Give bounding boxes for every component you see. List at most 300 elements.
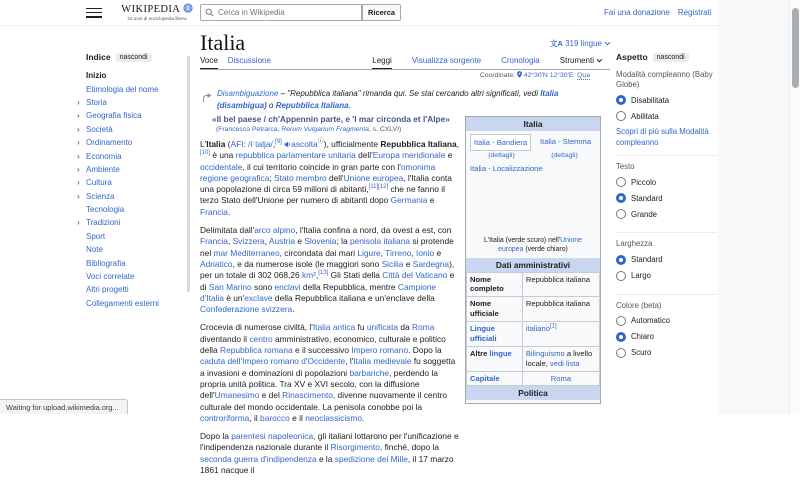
text-run: Dopo la	[200, 431, 232, 442]
inline-link[interactable]: enclavi	[274, 281, 301, 292]
inline-link[interactable]: /iˈtalja/	[248, 139, 273, 149]
reference-link[interactable]: [1]	[549, 323, 557, 330]
radio-icon[interactable]	[616, 177, 626, 187]
infobox-row	[467, 346, 600, 371]
appearance-section-larghezza	[616, 239, 717, 294]
inline-link[interactable]: occidentale	[200, 161, 243, 172]
inline-link[interactable]: spedizione dei Mille	[334, 453, 408, 464]
inline-link[interactable]: Rerum Vulgarium Fragmenta	[281, 126, 369, 133]
reference-link[interactable]: [9]	[275, 139, 282, 146]
inline-link[interactable]: centro	[249, 333, 273, 344]
sidebar-item-label[interactable]: Economia	[86, 151, 122, 161]
sidebar-item-collegamenti-esterni[interactable]	[86, 297, 186, 310]
infobox-section-politica: Politica	[466, 386, 600, 400]
inline-link[interactable]: Risorgimento	[330, 442, 380, 453]
infobox-row	[467, 371, 600, 386]
inline-link[interactable]: Austria	[268, 236, 295, 247]
expand-arrow-icon[interactable]: ›	[77, 111, 80, 121]
sidebar-item-voci-correlate[interactable]	[86, 270, 186, 283]
infobox-row	[467, 322, 600, 347]
radio-label: Chiaro	[631, 332, 654, 342]
sidebar-item-tradizioni[interactable]	[77, 216, 186, 229]
text-run: e	[445, 150, 453, 161]
inline-link[interactable]: Capitale	[470, 373, 500, 383]
radio-option-disabilitata[interactable]	[616, 95, 717, 105]
location-pin-icon	[517, 71, 522, 78]
browser-status-tooltip	[0, 399, 128, 414]
coordinates-value-link[interactable]: 42°30′N 12°30′E	[523, 72, 574, 79]
logo-wordmark: WIKIPEDIA	[121, 4, 180, 15]
text-run: ,	[411, 247, 417, 258]
inline-link[interactable]: Confederazione svizzera	[200, 304, 293, 315]
reference-link[interactable]: [13]	[318, 270, 329, 277]
paragraph-4	[200, 431, 462, 476]
page-title: Italia	[200, 30, 246, 55]
coat-alt-link[interactable]: Italia - Stemma	[539, 137, 592, 146]
inline-link[interactable]: Adriatico	[200, 258, 233, 269]
map-alt-link[interactable]: Italia - Localizzazione	[470, 164, 543, 173]
inline-link[interactable]: Campione d'Italia	[200, 281, 437, 303]
infobox-row-value	[522, 272, 599, 297]
text-run: Crocevia di numerose civiltà, l'	[200, 322, 313, 333]
radio-option-automatico[interactable]	[616, 316, 717, 326]
text-run: , il 17 marzo 1861 nacque il	[200, 453, 454, 476]
section-label: Testo	[616, 162, 635, 172]
inline-link[interactable]: Svizzera	[232, 236, 265, 247]
text-run: Altre	[470, 348, 490, 358]
country-infobox	[465, 116, 601, 404]
inline-link[interactable]: Umanesimo	[214, 390, 260, 401]
sidebar-item-label[interactable]: Sport	[86, 231, 106, 241]
expand-arrow-icon[interactable]: ›	[77, 97, 80, 107]
quote-text: «Il bel paese / ch'Appennin parte, e 'l mar circonda et l'Alpe»	[212, 114, 450, 124]
sidebar-item-label[interactable]: Geografia fisica	[86, 111, 142, 121]
text-run: , il cui territorio coincide in gran parte con l'	[242, 161, 401, 172]
inline-link[interactable]: Repubblica Italiana	[275, 100, 349, 110]
radio-option-largo[interactable]	[616, 271, 717, 281]
inline-link[interactable]: unificata	[366, 322, 399, 333]
paragraph-3	[200, 322, 462, 424]
text-run: è una	[210, 150, 236, 161]
inline-link[interactable]: Bilinguismo	[525, 348, 565, 358]
search-icon	[205, 8, 214, 17]
hamburger-menu-icon[interactable]	[86, 5, 102, 19]
text-run: fu soggetta a invasioni e dominazioni di popolazioni	[200, 356, 456, 378]
reference-sup	[200, 151, 210, 157]
inline-link[interactable]: AFI	[230, 139, 244, 149]
text-run: Repubblica Italiana	[380, 139, 457, 149]
inline-link[interactable]: barbariche	[349, 367, 390, 378]
appearance-title: Aspetto	[616, 52, 648, 62]
text-run: e	[403, 258, 413, 269]
radio-icon[interactable]	[616, 316, 626, 326]
text-run: ;	[269, 172, 275, 183]
text-run: L'Italia (verde scuro) nell'	[483, 237, 561, 244]
expand-arrow-icon[interactable]: ›	[77, 178, 80, 188]
inline-link[interactable]: controriforma	[200, 412, 250, 423]
text-run: ,	[264, 236, 269, 247]
inline-link[interactable]: Città del Vaticano	[382, 270, 448, 281]
sidebar-item-label[interactable]: Voci correlate	[86, 272, 135, 282]
text-run: a livello locale,	[525, 348, 593, 368]
infobox-row-value	[522, 346, 599, 371]
text-run: ), per un totale di 302 068,26	[200, 258, 455, 281]
infobox-row	[467, 272, 600, 297]
sidebar-item-etimologia-del-nome[interactable]	[86, 82, 186, 95]
inline-link[interactable]: seconda guerra d'indipendenza	[200, 453, 317, 464]
text-run: o	[266, 100, 276, 110]
inline-link[interactable]: arco alpino	[254, 225, 296, 236]
infobox-row-label	[467, 346, 523, 371]
text-run: :	[243, 139, 249, 149]
infobox-title: Italia	[466, 117, 600, 131]
inline-link[interactable]: Italia medievale	[353, 356, 412, 367]
inline-link[interactable]: italiano	[525, 324, 550, 334]
inline-link[interactable]: ascolta	[291, 139, 318, 149]
coordinates-label: Coordinate:	[479, 72, 516, 79]
text-run: è un'	[223, 292, 245, 303]
browser-scrollbar[interactable]	[789, 0, 800, 414]
infobox-row-value	[522, 297, 599, 322]
radio-icon[interactable]	[616, 348, 626, 358]
personal-link-registrati[interactable]: Registrati	[677, 8, 712, 17]
text-run: (	[216, 126, 219, 133]
infobox-row-label	[467, 371, 523, 386]
article-body	[200, 139, 462, 483]
radio-option-standard[interactable]	[616, 255, 717, 265]
info-sup: ⓘ	[317, 139, 324, 146]
sidebar-item-label[interactable]: Etimologia del nome	[86, 84, 159, 94]
infobox-row-label	[467, 297, 523, 322]
text-run: , circondata dai mari	[279, 247, 358, 258]
sidebar-item-economia[interactable]	[77, 149, 186, 162]
text-run: , divenne nuovamente il centro culturale del mondo occidentale. La penisola conobbe poi la	[200, 390, 447, 412]
tools-menu-button[interactable]: Strumenti	[560, 56, 600, 69]
inline-link[interactable]: parentesi napoleonica	[231, 431, 314, 442]
sidebar-item-sport[interactable]	[86, 230, 186, 243]
sidebar-item-label: Inizio	[86, 71, 107, 81]
toc-title: Indice	[86, 52, 111, 62]
text-run: della Repubblica, mentre	[300, 281, 398, 292]
text-run: e di	[200, 270, 455, 292]
radio-selected-icon[interactable]	[616, 332, 626, 342]
disambiguation-icon	[202, 93, 212, 103]
text-run: ,	[227, 236, 233, 247]
text-run: (verde chiaro)	[523, 246, 568, 254]
sidebar-item-label[interactable]: Bibliografia	[86, 258, 126, 268]
text-run: ,	[380, 247, 386, 258]
inline-link[interactable]: Unione europea	[498, 237, 582, 254]
text-run: ; la	[336, 236, 350, 247]
inline-link[interactable]: Lingue ufficiali	[470, 324, 497, 343]
expand-arrow-icon[interactable]: ›	[77, 191, 80, 201]
article-tabbar	[200, 56, 610, 70]
search-button[interactable]: Ricerca	[362, 4, 401, 21]
text-run: – "Repubblica italiana" rimanda qui. Se stai cercando altri significati, vedi	[278, 89, 541, 98]
map-image-placeholder[interactable]	[466, 161, 600, 235]
sidebar-item-label[interactable]: Società	[86, 124, 113, 134]
sidebar-item-ordinamento[interactable]	[77, 136, 186, 149]
personal-link-fai-una-donazione[interactable]: Fai una donazione	[604, 8, 670, 17]
radio-selected-icon[interactable]	[616, 193, 626, 203]
inline-link[interactable]: Disambiguazione	[217, 89, 279, 98]
flag-image-placeholder[interactable]	[470, 134, 531, 151]
inline-link[interactable]: Impero romano	[351, 345, 409, 356]
radio-label: Scuro	[631, 348, 652, 358]
appearance-section-modalit-compleanno-baby-globe-	[616, 70, 717, 156]
text-run: . Dopo la	[408, 345, 442, 356]
radio-option-grande[interactable]	[616, 209, 717, 219]
reference-link[interactable]: [11][12]	[368, 184, 389, 191]
tab-visualizza-sorgente[interactable]: Visualizza sorgente	[411, 56, 482, 65]
radio-selected-icon[interactable]	[616, 255, 626, 265]
text-run: che ne fanno il terzo Stato dell'Unione per numero di abitanti dopo	[200, 184, 445, 206]
inline-link[interactable]: Stato membro	[274, 172, 327, 183]
radio-label: Automatico	[631, 316, 671, 326]
text-run: fu	[355, 322, 367, 333]
text-run: ), ufficialmente	[323, 139, 381, 149]
expand-arrow-icon[interactable]: ›	[77, 164, 80, 174]
inline-link[interactable]: penisola italiana	[349, 236, 411, 247]
text-run: e il	[289, 412, 306, 423]
text-run: (	[225, 139, 231, 149]
wikipedia-logo[interactable]	[112, 3, 202, 21]
radio-label: Abilitata	[631, 111, 659, 121]
radio-label: Largo	[631, 271, 651, 281]
inline-link[interactable]: Italia antica	[312, 322, 356, 333]
inline-link[interactable]: repubblica parlamentare unitaria	[235, 150, 356, 161]
text-run: amministrativo, economico, culturale e politico della	[200, 333, 446, 356]
radio-label: Disabilitata	[631, 95, 670, 105]
paragraph-1	[200, 139, 462, 218]
sidebar-item-label[interactable]: Ordinamento	[86, 138, 133, 148]
tab-discussione[interactable]: Discussione	[227, 56, 271, 65]
inline-link[interactable]: Roma	[412, 322, 435, 333]
radio-label: Standard	[631, 255, 663, 265]
inline-link[interactable]: omonima regione geografica	[200, 161, 436, 183]
language-icon: 文A	[549, 39, 563, 48]
coordinates-line	[200, 71, 590, 79]
section-label: Colore (beta)	[616, 300, 662, 310]
radio-option-chiaro[interactable]	[616, 332, 717, 342]
puzzle-globe-icon	[183, 3, 193, 13]
section-label: Modalità compleanno (Baby Globe)	[616, 70, 713, 90]
inline-link[interactable]: Repubblica romana	[220, 345, 293, 356]
sidebar-item-storia[interactable]	[77, 96, 186, 109]
radio-option-abilitata[interactable]	[616, 111, 717, 121]
flag-alt-link[interactable]: Italia - Bandiera	[473, 138, 528, 147]
inline-link[interactable]: Sicilia	[381, 258, 404, 269]
text-run: Nome ufficiale	[470, 299, 499, 319]
radio-option-piccolo[interactable]	[616, 177, 717, 187]
radio-icon[interactable]	[616, 111, 626, 121]
radio-selected-icon[interactable]	[616, 95, 626, 105]
infobox-row-value	[522, 322, 599, 347]
disambiguation-note	[202, 88, 570, 111]
inline-link[interactable]: Francia	[200, 236, 228, 247]
inline-link[interactable]: mar Mediterraneo	[213, 247, 280, 258]
inline-link[interactable]: exclave	[244, 292, 273, 303]
text-run: L'	[200, 139, 207, 149]
text-run: della Repubblica italiana e un'enclave della	[272, 292, 435, 303]
sidebar-item-geografia-fisica[interactable]	[77, 109, 186, 122]
chevron-down-icon	[597, 57, 603, 63]
inline-link[interactable]: Ionio	[416, 247, 435, 258]
sidebar-item-bibliografia[interactable]	[86, 256, 186, 269]
flag-details-link[interactable]: (dettagli)	[488, 152, 515, 159]
inline-link[interactable]: Tirreno	[385, 247, 412, 258]
inline-link[interactable]: vedi lista	[549, 358, 580, 368]
coat-details-link[interactable]: (dettagli)	[551, 152, 578, 159]
sidebar-item-tecnologia[interactable]	[86, 203, 186, 216]
sidebar-item-societ-[interactable]	[77, 123, 186, 136]
infobox-row	[467, 297, 600, 322]
logo-tagline: 23 anni di enciclopedia libera	[127, 15, 187, 21]
text-run: Nome completo	[470, 274, 504, 294]
sidebar-item-note[interactable]	[86, 243, 186, 256]
scrollbar-thumb[interactable]	[792, 8, 799, 88]
page-heading	[200, 30, 610, 56]
toc-scrollbar[interactable]	[187, 56, 190, 292]
sidebar-item-label[interactable]: Tecnologia	[86, 205, 125, 215]
inline-link[interactable]: Ligure	[357, 247, 381, 258]
sidebar-item-label[interactable]: Altri progetti	[86, 285, 129, 295]
inline-link[interactable]: Europa meridionale	[372, 150, 446, 161]
text-run: e del	[259, 390, 283, 401]
text-run: sono	[251, 281, 275, 292]
text-run: , finché, dopo la	[379, 442, 440, 453]
inline-link[interactable]: Roma	[550, 373, 572, 383]
radio-option-standard[interactable]	[616, 193, 717, 203]
sidebar-item-label[interactable]: Ambiente	[86, 164, 120, 174]
inline-link[interactable]: Francia	[200, 206, 228, 217]
reference-sup	[318, 270, 328, 276]
text-run: e il successivo	[292, 345, 352, 356]
text-run: ,	[272, 139, 276, 149]
infobox-row-value	[522, 371, 599, 386]
map-caption	[466, 235, 600, 258]
status-text: Waiting for upload.wikimedia.org...	[6, 402, 119, 412]
page-gutter	[718, 0, 789, 414]
text-run: e	[427, 195, 435, 206]
expand-arrow-icon[interactable]: ›	[77, 151, 80, 161]
sidebar-item-scienza[interactable]	[77, 190, 186, 203]
text-run: Gli Stati della	[328, 270, 383, 281]
tab-voce[interactable]: Voce	[200, 56, 218, 69]
paragraph-2	[200, 225, 462, 315]
language-count: 319 lingue	[565, 39, 602, 48]
text-run: , e da numerose isole (le maggiori sono	[232, 258, 382, 269]
expand-arrow-icon[interactable]: ›	[77, 124, 80, 134]
inline-link[interactable]: Sardegna	[412, 258, 450, 269]
text-run: dell'	[326, 172, 344, 183]
text-run: e	[434, 247, 442, 258]
inline-link[interactable]: km²	[301, 270, 316, 281]
reference-sup	[550, 324, 557, 330]
text-run: si protende nel	[200, 236, 454, 258]
radio-label: Piccolo	[631, 177, 657, 187]
inline-link[interactable]: San Marino	[208, 281, 252, 292]
inline-link[interactable]: barocco	[260, 412, 290, 423]
text-run: e la	[316, 453, 335, 464]
inline-link[interactable]: Germania	[390, 195, 428, 206]
search-input[interactable]	[200, 4, 362, 21]
inline-link[interactable]: Unione europea	[343, 172, 404, 183]
text-run: Repubblica italiana	[525, 299, 591, 309]
infobox-row-label	[467, 322, 523, 347]
appearance-section-testo	[616, 162, 717, 233]
text-run: ,	[277, 126, 282, 133]
reference-sup	[369, 184, 389, 190]
text-run: .	[348, 100, 351, 110]
radio-icon[interactable]	[616, 209, 626, 219]
inline-link[interactable]: Rinascimento	[282, 390, 333, 401]
section-label: Larghezza	[616, 239, 653, 249]
text-run: , l'Italia conta una popolazione di circa 59 milioni di abitanti,	[200, 172, 452, 195]
text-run: , gli italiani lottarono per l'unificazione e l'indipendenza nazionale durante il	[200, 431, 459, 453]
inline-link[interactable]: caduta dell'Impero romano d'Occidente	[200, 356, 346, 367]
inline-link[interactable]: Italia (disambigua)	[217, 89, 559, 110]
text-run: ,	[315, 270, 319, 281]
sidebar-item-altri-progetti[interactable]	[86, 283, 186, 296]
expand-arrow-icon[interactable]: ›	[77, 138, 80, 148]
disambiguation-text	[217, 88, 570, 111]
text-run: Italia	[206, 139, 226, 149]
reference-link[interactable]: [10]	[200, 150, 211, 157]
language-selector-button[interactable]	[550, 38, 608, 49]
expand-arrow-icon[interactable]: ›	[77, 218, 80, 228]
table-of-contents	[77, 52, 186, 310]
text-run: dell'	[355, 150, 373, 161]
toc-hide-button[interactable]: nascondi	[116, 53, 152, 62]
sidebar-item-label[interactable]: Tradizioni	[86, 218, 121, 228]
sidebar-item-cultura[interactable]	[77, 176, 186, 189]
sidebar-item-label[interactable]: Note	[86, 245, 103, 255]
radio-option-scuro[interactable]	[616, 348, 717, 358]
appearance-hide-button[interactable]: nascondi	[653, 53, 689, 62]
text-run: .	[227, 206, 231, 217]
reference-sup	[275, 139, 282, 145]
text-run: .	[292, 304, 295, 315]
appearance-section-colore-beta-	[616, 301, 717, 371]
inline-link[interactable]: Slovenia	[304, 236, 337, 247]
text-run: da	[398, 322, 413, 333]
sidebar-item-ambiente[interactable]	[77, 163, 186, 176]
tab-leggi[interactable]: Leggi	[372, 56, 392, 69]
coordinates-extra-link[interactable]: Qua	[577, 72, 590, 79]
sidebar-item-label[interactable]: Collegamenti esterni	[86, 298, 159, 308]
sidebar-item-label[interactable]: Storia	[86, 97, 107, 107]
infobox-section-dati: Dati amministrativi	[466, 258, 600, 272]
sidebar-item-label[interactable]: Scienza	[86, 191, 115, 201]
text-run: .	[362, 412, 365, 423]
inline-link[interactable]: neoclassicismo	[305, 412, 363, 423]
tab-cronologia[interactable]: Cronologia	[501, 56, 540, 65]
text-run: e	[295, 236, 305, 247]
text-run: , l'Italia confina a nord, da ovest a est, con	[295, 225, 452, 236]
radio-icon[interactable]	[616, 271, 626, 281]
birthday-mode-info-link[interactable]: Scopri di più sulla Modalità compleanno	[616, 127, 709, 147]
inline-link[interactable]: lingue	[489, 348, 512, 358]
coat-of-arms-placeholder[interactable]	[535, 134, 596, 151]
text-run: diventando il	[200, 333, 250, 344]
sidebar-item-inizio[interactable]	[86, 69, 186, 82]
appearance-panel	[616, 52, 717, 377]
inline-link[interactable]: Francesco Petrarca	[218, 126, 278, 133]
sidebar-item-label[interactable]: Cultura	[86, 178, 112, 188]
text-run: Repubblica italiana	[525, 274, 591, 284]
search-placeholder: Cerca in Wikipedia	[218, 8, 285, 17]
